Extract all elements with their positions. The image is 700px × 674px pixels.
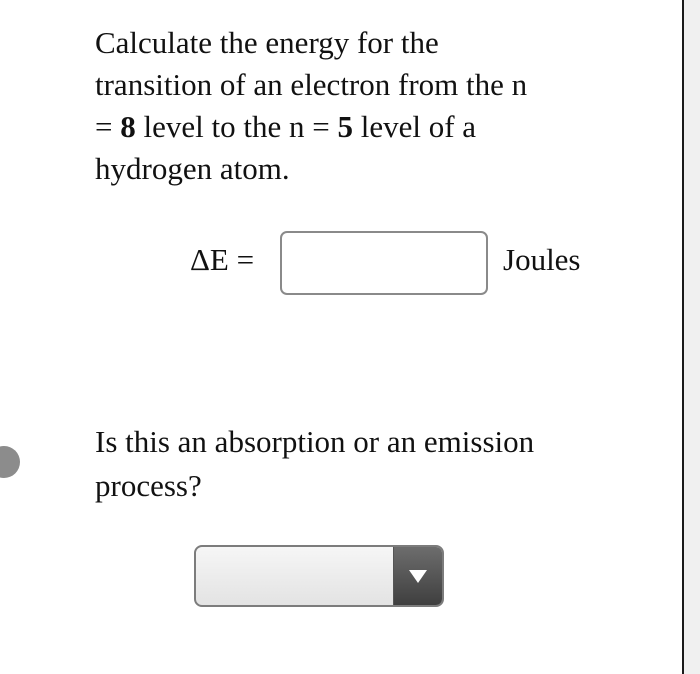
question-line-2: transition of an electron from the n (95, 67, 528, 102)
process-question-line-1: Is this an absorption or an emission (95, 424, 535, 459)
process-question-line-2: process? (95, 468, 202, 503)
question-text (95, 22, 655, 190)
question-line-3-suffix: level of a (352, 109, 477, 144)
chevron-down-icon (409, 570, 427, 583)
delta-e-label: ΔE = (190, 242, 255, 277)
right-panel-border (682, 0, 700, 674)
dropdown-toggle[interactable] (393, 547, 442, 605)
initial-level-value: 8 (120, 109, 136, 144)
question-line-4: hydrogen atom. (95, 151, 290, 186)
question-line-1: Calculate the energy for the (95, 25, 439, 60)
process-dropdown[interactable] (194, 545, 444, 607)
question-line-3-prefix: = (95, 109, 121, 144)
energy-input[interactable] (280, 231, 488, 295)
joules-unit-label: Joules (503, 242, 581, 277)
side-handle-icon[interactable] (0, 446, 20, 478)
question-line-3-middle: level to the n = (135, 109, 338, 144)
process-question-text (95, 420, 655, 508)
final-level-value: 5 (337, 109, 353, 144)
